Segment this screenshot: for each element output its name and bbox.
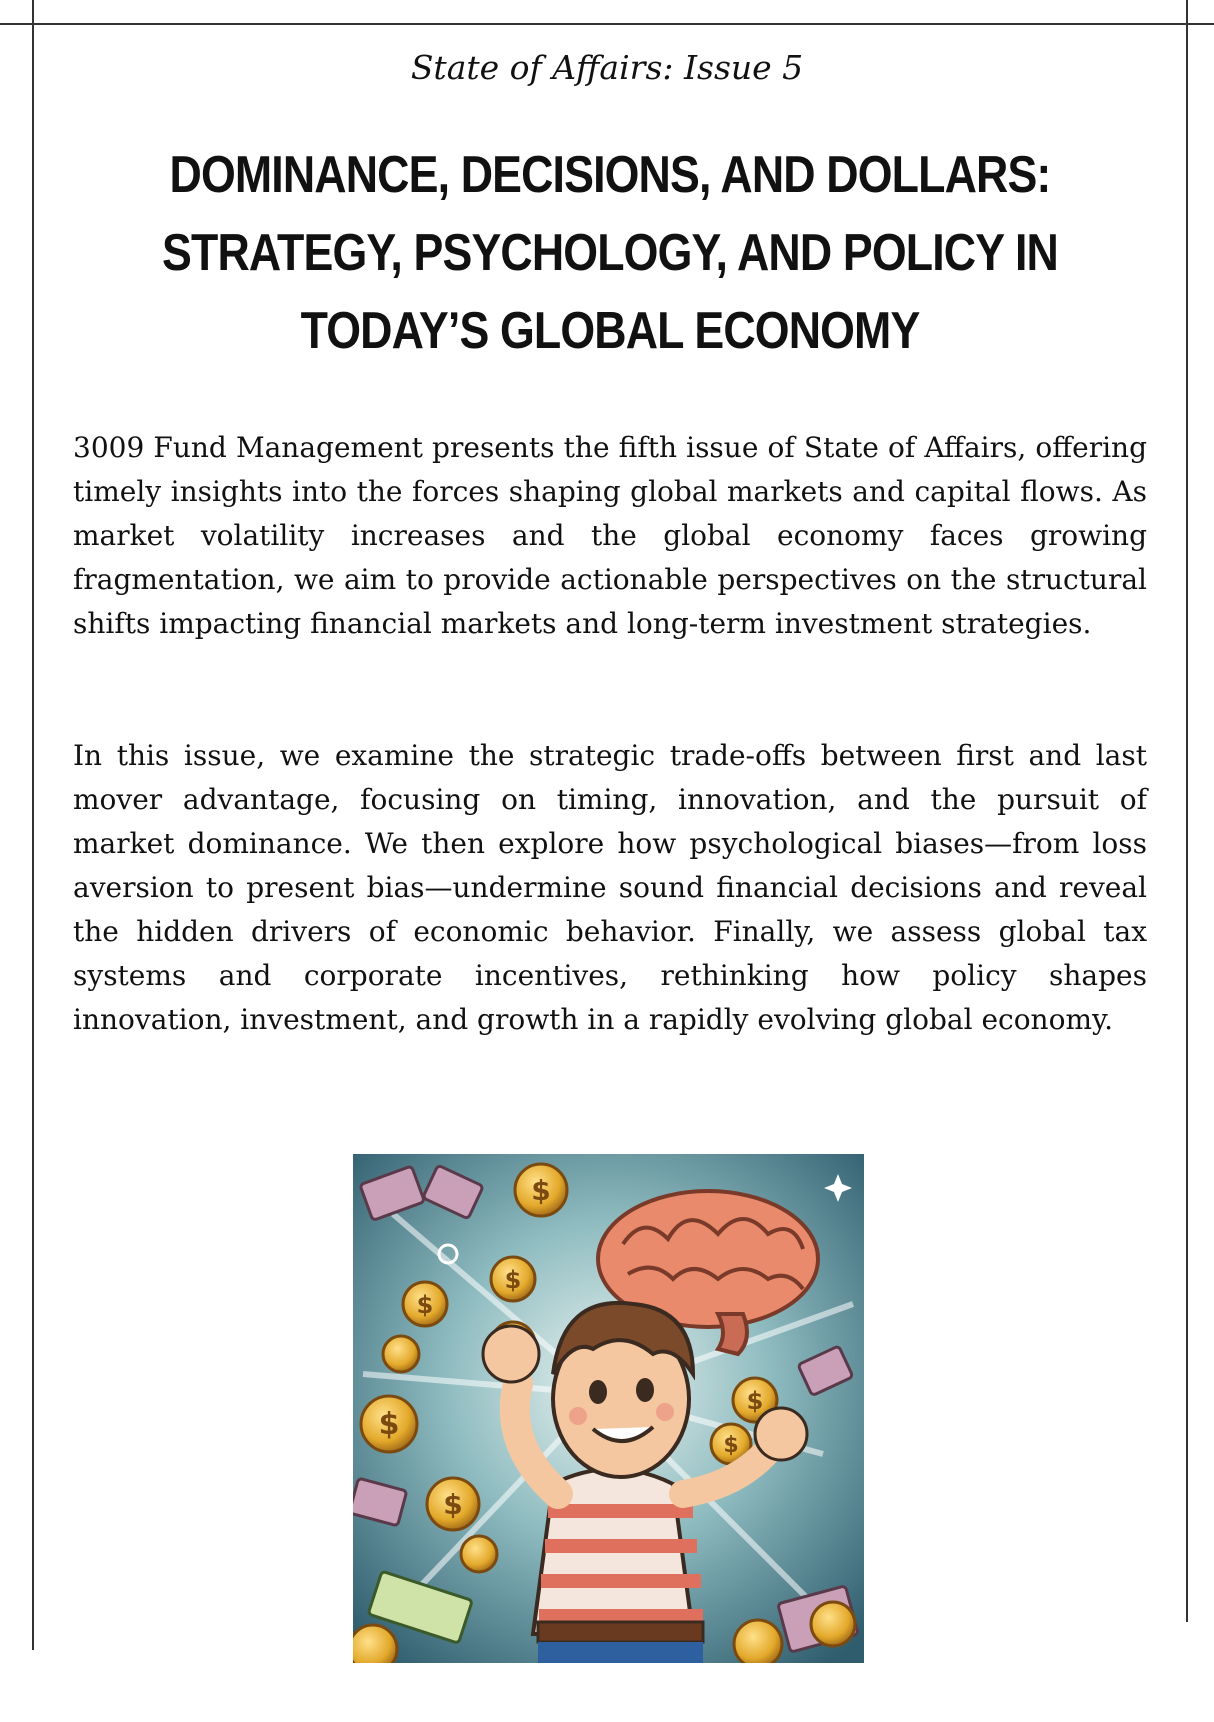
left-rule [32, 0, 34, 1650]
overview-paragraph: In this issue, we examine the strategic trade-offs between first and last mover advantage, focusing on timing, innovation, and the pursuit of market dominance. We then explore how psychological biases—from loss aversion to present bias—undermine sound financial decisions and reveal the hidden drivers of economic behavior. Finally, we assess global tax systems and corporate incentives, rethinking how policy shapes innovation, investment, and growth in a rapidly evolving global economy. [73, 739, 1147, 1036]
svg-text:$: $ [416, 1291, 434, 1319]
intro-paragraph: 3009 Fund Management presents the fifth issue of State of Affairs, offering timely insights into the forces shaping global markets and capital flows. As market volatility increases and the global economy faces growing fragmentation, we aim to provide actionable perspectives on the structural shifts impacting financial markets and long-term investment strategies. [73, 431, 1147, 640]
svg-text:$: $ [378, 1407, 400, 1442]
svg-text:$: $ [531, 1174, 551, 1207]
svg-text:$: $ [746, 1387, 764, 1415]
headline: DOMINANCE, DECISIONS, AND DOLLARS: STRATEGY, PSYCHOLOGY, AND POLICY IN TODAY’S GLOBAL ECONOMY [162, 146, 1058, 360]
svg-text:$: $ [723, 1433, 739, 1458]
cover-illustration [353, 1154, 864, 1663]
svg-text:$: $ [504, 1266, 522, 1294]
top-rule [0, 23, 1214, 25]
svg-text:$: $ [443, 1488, 463, 1521]
issue-label: State of Affairs: Issue 5 [410, 48, 804, 87]
right-rule [1186, 0, 1188, 1622]
